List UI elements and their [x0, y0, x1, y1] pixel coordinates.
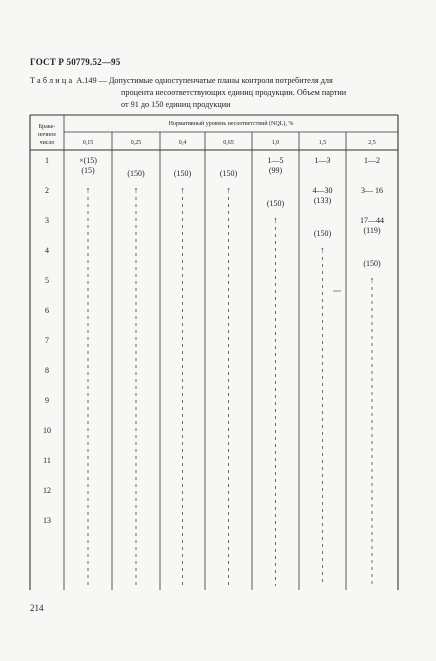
- plan-value: (150): [266, 199, 285, 208]
- row-label: 10: [43, 426, 51, 435]
- plan-value: (15): [81, 166, 95, 175]
- plan-value: (133): [313, 196, 332, 205]
- column-header-nql: 0,65: [223, 140, 234, 146]
- nql-group-header: Нормативный уровень несоответствий (NQL), %: [168, 121, 294, 127]
- plan-value: (150): [127, 169, 145, 178]
- row-label: 3: [45, 216, 49, 225]
- plan-value: (150): [363, 259, 381, 268]
- plan-value: 1—5: [267, 156, 284, 165]
- row-label: 9: [45, 396, 49, 405]
- page-number: 214: [30, 603, 44, 613]
- row-label: 1: [45, 156, 49, 165]
- column-header-nql: 0,25: [130, 140, 142, 146]
- plan-value: (150): [219, 169, 238, 178]
- caption-line-3: от 91 до 150 единиц продукции: [121, 100, 231, 109]
- row-label: 11: [43, 456, 51, 465]
- inherit-arrow-icon: ↑: [133, 185, 139, 195]
- stub-header-text: ночное: [37, 132, 57, 138]
- stub-header-text: Браке-: [38, 124, 56, 130]
- inherit-arrow-icon: ↑: [273, 215, 278, 225]
- plan-value: 17—44: [360, 216, 384, 225]
- plan-value: 1—3: [314, 156, 331, 165]
- column-header-nql: 1,0: [271, 140, 280, 146]
- plan-value: (150): [313, 229, 332, 238]
- row-label: 4: [45, 246, 49, 255]
- inherit-arrow-icon: ↑: [226, 185, 231, 195]
- caption-title-text: А.149 — Допустимые одноступенчатые планы контроля потребителя для: [76, 76, 333, 85]
- row-label: 13: [43, 516, 51, 525]
- caption-lead-word: Таблица: [30, 76, 75, 85]
- inherit-arrow-icon: ↑: [180, 185, 185, 195]
- column-header-nql: 0,4: [178, 140, 187, 146]
- stub-header-text: число: [39, 140, 55, 146]
- row-label: 12: [43, 486, 51, 495]
- inherit-arrow-icon: ↑: [85, 185, 91, 195]
- caption-line-2: процента несоответствующих единиц продукции. Объем партии: [121, 88, 347, 97]
- inherit-arrow-icon: ↑: [320, 245, 325, 255]
- column-header-nql: 2,5: [368, 140, 376, 146]
- plan-value: 3— 16: [361, 186, 383, 195]
- plan-value: ×(15): [79, 156, 97, 165]
- column-header-nql: 1,5: [318, 140, 327, 146]
- inherit-arrow-icon: ↑: [369, 275, 375, 285]
- row-label: 2: [45, 186, 49, 195]
- document-header: ГОСТ Р 50779.52—95: [30, 57, 121, 67]
- plan-value: (119): [363, 226, 381, 235]
- row-label: 5: [45, 276, 49, 285]
- row-label: 8: [45, 366, 49, 375]
- plan-value: 4—30: [312, 186, 333, 195]
- row-label: 6: [45, 306, 49, 315]
- row-label: 7: [45, 336, 49, 345]
- column-header-nql: 0,15: [82, 140, 94, 146]
- plan-value: (150): [173, 169, 192, 178]
- plan-value: (99): [268, 166, 283, 175]
- plan-value: 1—2: [364, 156, 380, 165]
